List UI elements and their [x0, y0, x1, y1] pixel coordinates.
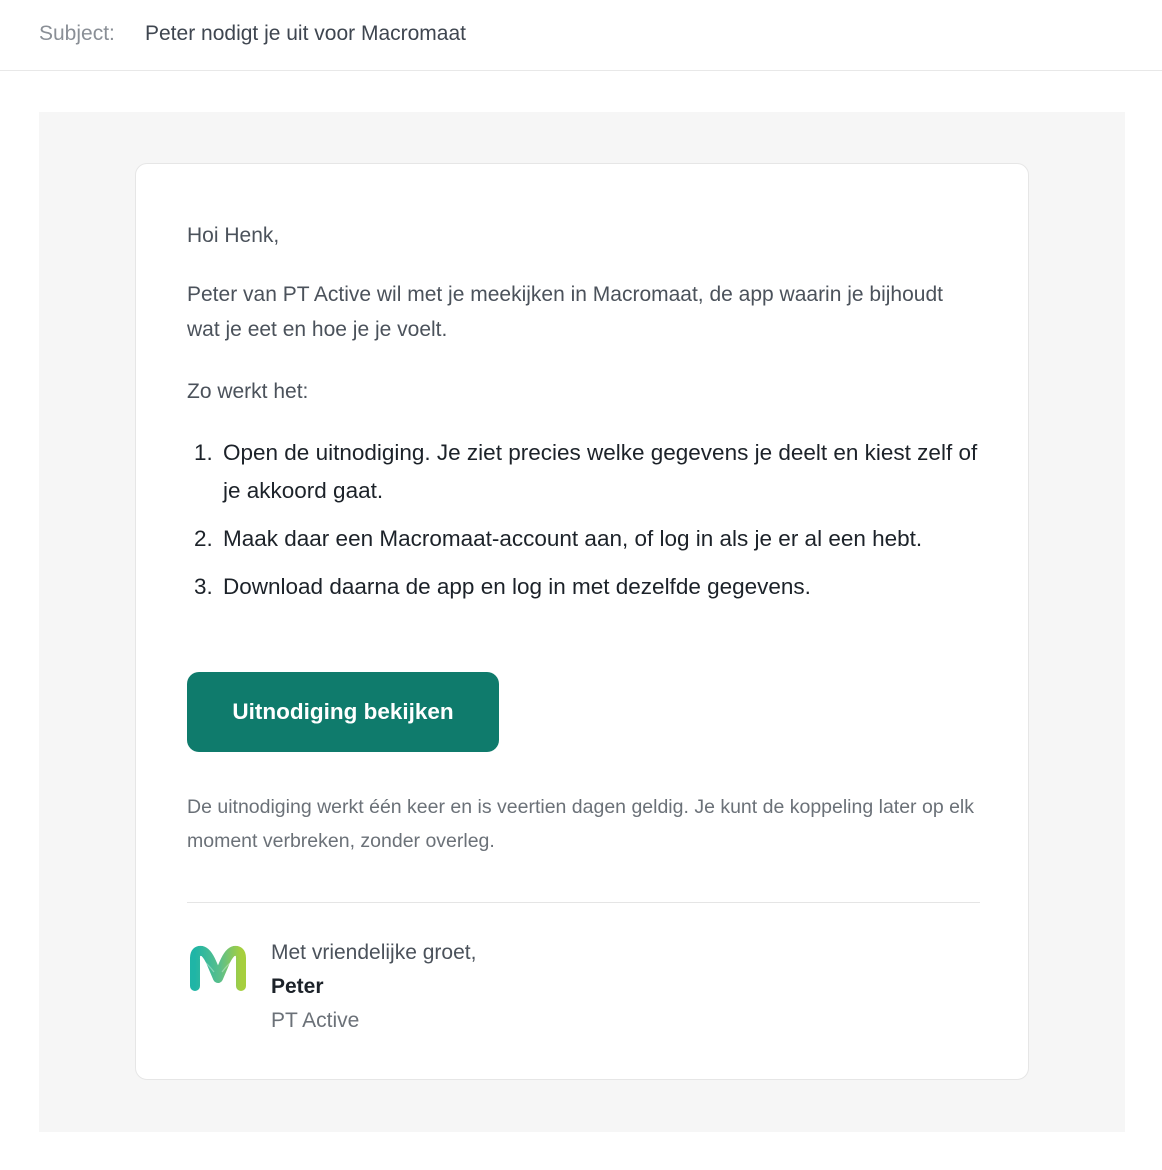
- step-text: Open de uitnodiging. Je ziet precies welke gegevens je deelt en kiest zelf of je akkoord gaat.: [223, 440, 978, 503]
- email-card: [135, 163, 1029, 1080]
- validity-note: De uitnodiging werkt één keer en is veertien dagen geldig. Je kunt de koppeling later op elk moment verbreken, zonder overleg.: [187, 796, 975, 852]
- step-number: 3.: [194, 574, 213, 599]
- step-item: [187, 520, 987, 558]
- step-item: [187, 434, 987, 510]
- divider: [187, 902, 980, 903]
- view-invitation-button[interactable]: Uitnodiging bekijken: [187, 672, 499, 752]
- macromaat-logo-icon: [188, 942, 248, 992]
- subject-text: Peter nodigt je uit voor Macromaat: [145, 22, 466, 45]
- email-background: [39, 112, 1125, 1132]
- step-item: [187, 568, 987, 606]
- how-it-works-heading: Zo werkt het:: [187, 380, 309, 403]
- intro-paragraph: Peter van PT Active wil met je meekijken in Macromaat, de app waarin je bijhoudt wat je eet en hoe je je voelt.: [187, 283, 943, 341]
- greeting: Hoi Henk,: [187, 224, 280, 247]
- steps-list: [187, 434, 987, 616]
- subject-bar: [0, 0, 1162, 71]
- subject-label: Subject:: [39, 22, 115, 45]
- step-number: 2.: [194, 526, 213, 551]
- signature-name: Peter: [271, 975, 324, 998]
- step-text: Maak daar een Macromaat-account aan, of log in als je er al een hebt.: [223, 526, 923, 551]
- signature-closing: Met vriendelijke groet,: [271, 941, 477, 964]
- step-text: Download daarna de app en log in met dezelfde gegevens.: [223, 574, 811, 599]
- signature-organization: PT Active: [271, 1009, 360, 1032]
- step-number: 1.: [194, 440, 213, 465]
